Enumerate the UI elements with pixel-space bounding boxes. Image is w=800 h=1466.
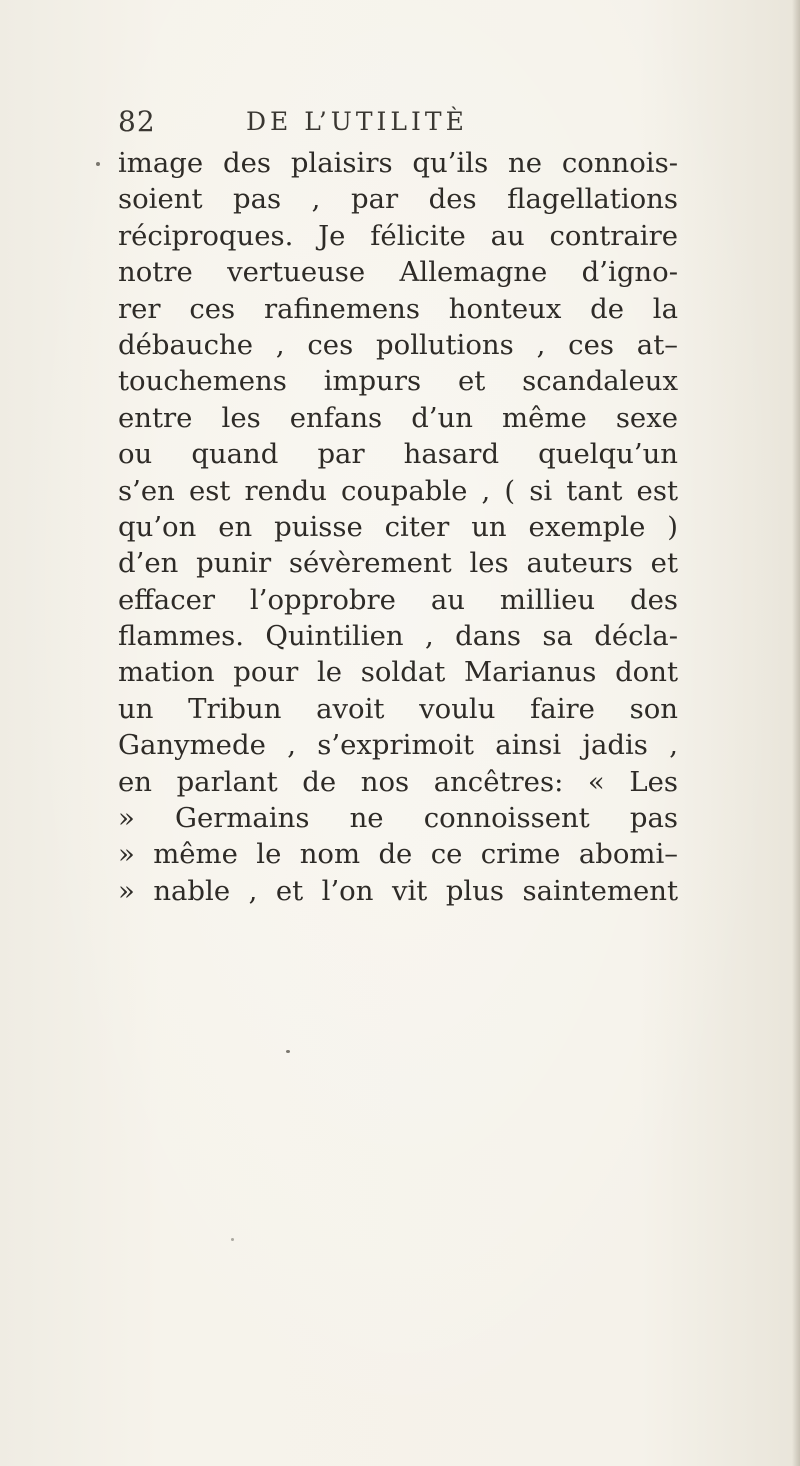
text-line: image des plaisirs qu’ils ne connois- <box>118 147 678 179</box>
running-head-title: DE L’UTILITÈ <box>246 107 468 136</box>
text-line: réciproques. Je félicite au contraire <box>118 219 678 252</box>
text-line: d’en punir sévèrement les auteurs et <box>118 547 678 580</box>
paper-speck <box>231 1238 234 1241</box>
text-line: rer ces rafinemens honteux de la <box>118 292 678 325</box>
body-text <box>118 145 678 909</box>
page-edge-shadow <box>792 0 800 1466</box>
paper-speck <box>286 1050 290 1053</box>
running-head <box>118 105 620 145</box>
text-line: en parlant de nos ancêtres: « Les <box>118 765 678 798</box>
text-line: ou quand par hasard quelqu’un <box>118 438 678 471</box>
text-line: notre vertueuse Allemagne d’igno- <box>118 256 678 289</box>
text-line: s’en est rendu coupable , ( si tant est <box>118 474 678 507</box>
text-line: » Germains ne connoissent pas <box>118 802 678 835</box>
text-line: » nable , et l’on vit plus saintement <box>118 874 678 907</box>
text-line: qu’on en puisse citer un exemple ) <box>118 510 678 543</box>
text-line: mation pour le soldat Marianus dont <box>118 656 678 689</box>
text-line: flammes. Quintilien , dans sa décla- <box>118 620 678 653</box>
text-line: soient pas , par des flagellations <box>118 183 678 216</box>
text-line: effacer l’opprobre au millieu des <box>118 583 678 616</box>
page-number: 82 <box>118 105 156 138</box>
text-line: Ganymede , s’exprimoit ainsi jadis , <box>118 729 678 762</box>
paper-speck <box>96 162 100 166</box>
text-line: débauche , ces pollutions , ces at– <box>118 328 678 361</box>
text-line: entre les enfans d’un même sexe <box>118 401 678 434</box>
text-line: touchemens impurs et scandaleux <box>118 365 678 398</box>
text-line: un Tribun avoit voulu faire son <box>118 692 678 725</box>
text-line: » même le nom de ce crime abomi– <box>118 838 678 871</box>
